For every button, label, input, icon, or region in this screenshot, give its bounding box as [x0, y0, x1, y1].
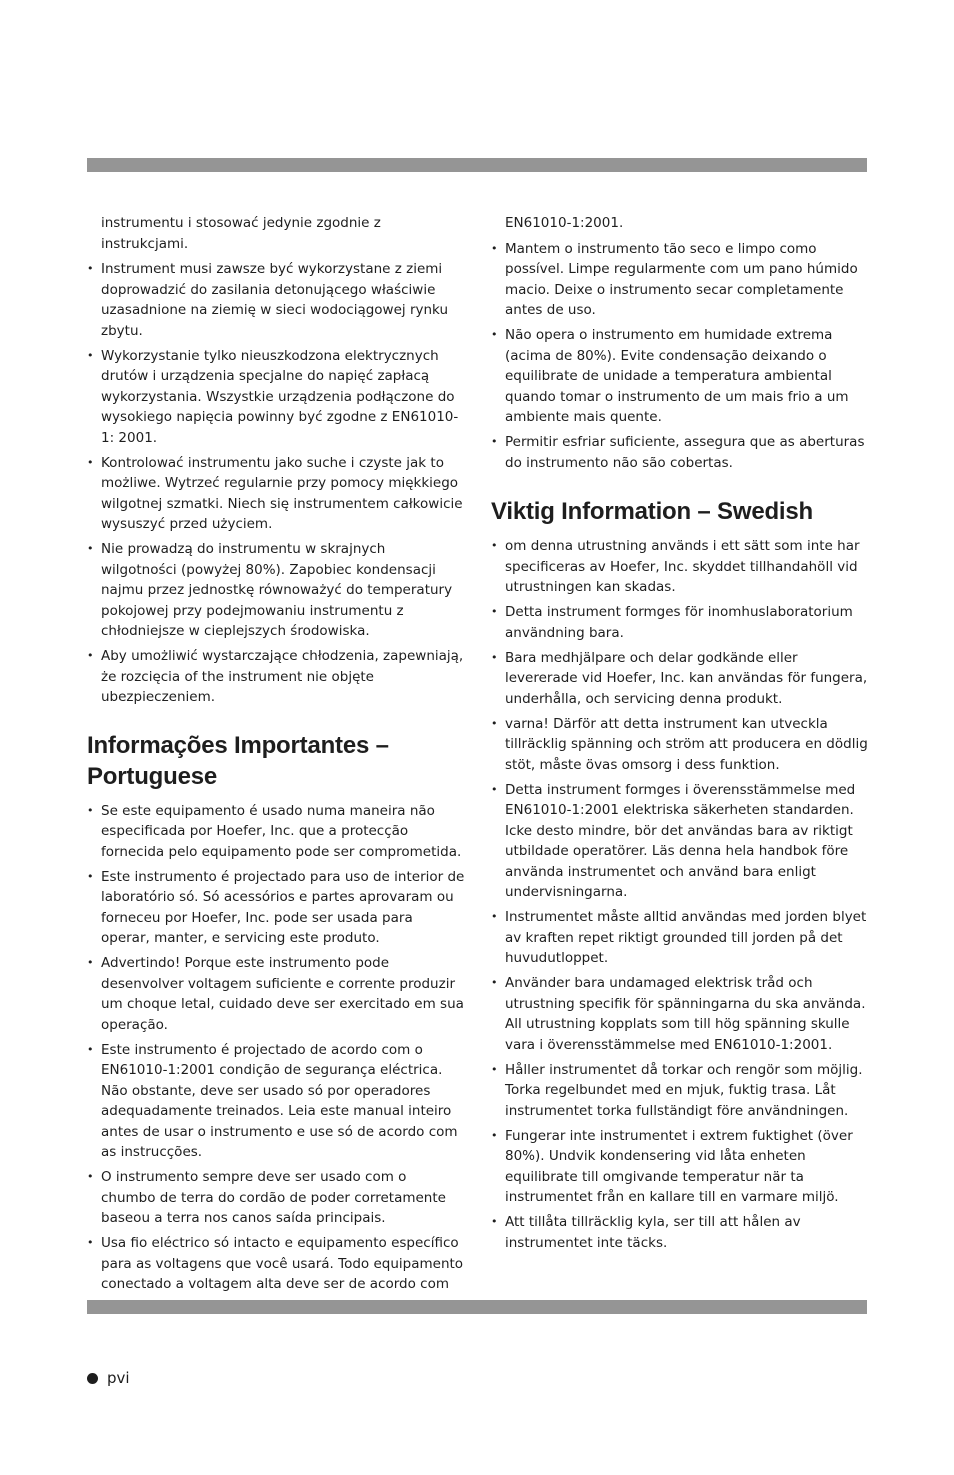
portuguese-list-continued — [491, 239, 869, 474]
section-heading-portuguese: Informações Importantes – Portuguese — [87, 731, 389, 790]
bullet-dot-icon — [87, 1373, 98, 1384]
section-heading-swedish: Viktig Information – Swedish — [491, 498, 814, 525]
polish-list — [87, 259, 465, 708]
list-item: • Använder bara undamaged elektrisk tråd och utrustning specifik för spänningarna du ska använda. All utrustning kopplats som till hög spänning skulle vara i överensstämmelse med EN61010-1:2001. — [491, 973, 869, 1055]
list-item: • Fungerar inte instrumentet i extrem fuktighet (över 80%). Undvik kondensering vid låta enheten equilibrate till omgivande temperatur när ta instrumentet från en kallare till en varmare miljö. — [491, 1126, 869, 1208]
list-item: • Usa fio eléctrico só intacto e equipamento específico para as voltagens que você usará. Todo equipamento conectado a voltagem alta deve ser de acordo com — [87, 1233, 465, 1295]
top-rule — [87, 158, 867, 172]
left-column — [87, 213, 465, 1299]
list-item: • Nie prowadzą do instrumentu w skrajnych wilgotności (powyżej 80%). Zapobiec kondensacji najmu przez jednostkę równoważyć do temperatury pokojowej przy podejmowaniu instrumentu z chłodniejsze w cieplejszych środowiska. — [87, 539, 465, 642]
list-item: • Håller instrumentet då torkar och rengör som möjlig. Torka regelbundet med en mjuk, fuktig trasa. Låt instrumentet torka fullständigt före användningen. — [491, 1060, 869, 1122]
portuguese-list — [87, 801, 465, 1295]
page-number: pvi — [107, 1369, 130, 1387]
list-item: • Este instrumento é projectado de acordo com o EN61010-1:2001 condição de segurança eléctrica. Não obstante, deve ser usado só por operadores adequadamente treinados. Leia este manual inteiro antes de usar o instrumento e use só de acordo com as instrucções. — [87, 1040, 465, 1163]
page-footer — [87, 1368, 130, 1389]
list-item: • varna! Därför att detta instrument kan utveckla tillräcklig spänning och ström att producera en dödlig stöt, måste övas omsorg i dess funktion. — [491, 714, 869, 776]
list-item: • Permitir esfriar suficiente, assegura que as aberturas do instrumento não são cobertas. — [491, 432, 869, 473]
list-item: • Advertindo! Porque este instrumento pode desenvolver voltagem suficiente e corrente produzir um choque letal, cuidado deve ser exercitado em sua operação. — [87, 953, 465, 1035]
list-item: • O instrumento sempre deve ser usado com o chumbo de terra do cordão de poder corretamente baseou a terra nos canos saída principais. — [87, 1167, 465, 1229]
bottom-rule — [87, 1300, 867, 1314]
list-item: • Instrument musi zawsze być wykorzystane z ziemi doprowadzić do zasilania detonującego właściwie uzasadnione na ziemię w sieci wodociągowej rynku zbytu. — [87, 259, 465, 341]
list-item: • Att tillåta tillräcklig kyla, ser till att hålen av instrumentet inte täcks. — [491, 1212, 869, 1253]
list-item: • Bara medhjälpare och delar godkände eller levererade vid Hoefer, Inc. kan användas för fungera, underhålla, och servicing denna produkt. — [491, 648, 869, 710]
list-item: • om denna utrustning används i ett sätt som inte har specificeras av Hoefer, Inc. skyddet tillhandahöll vid utrustningen kan skadas. — [491, 536, 869, 598]
list-item: • Aby umożliwić wystarczające chłodzenia, zapewniają, że rozcięcia of the instrument nie objęte ubezpieczeniem. — [87, 646, 465, 708]
continued-text: EN61010-1:2001. — [505, 215, 624, 231]
list-item: • Não opera o instrumento em humidade extrema (acima de 80%). Evite condensação deixando o equilibrate de unidade a temperatura ambiental quando tomar o instrumento de um mais frio a um ambiente mais quente. — [491, 325, 869, 428]
list-item: • Wykorzystanie tylko nieuszkodzona elektrycznych drutów i urządzenia specjalne do napięć zapłacą wykorzystania. Wszystkie urządzenia podłączone do wysokiego napięcia powinny być zgodne z EN61010-1: 2001. — [87, 346, 465, 449]
list-item: • Detta instrument formges för inomhuslaboratorium användning bara. — [491, 602, 869, 643]
list-item: • Detta instrument formges i överensstämmelse med EN61010-1:2001 elektriska säkerheten standarden. Icke desto mindre, bör det användas bara av riktigt utbildade operatörer. Läs denna hela handbok före använda instrumentet och använd bara enligt undervisningarna. — [491, 780, 869, 903]
continued-text: instrumentu i stosować jedynie zgodnie z instrukcjami. — [101, 215, 381, 252]
list-item: • Kontrolować instrumentu jako suche i czyste jak to możliwe. Wytrzeć regularnie przy pomocy miękkiego wilgotnej szmatki. Niech się instrumentem całkowicie wysuszyć przed użyciem. — [87, 453, 465, 535]
list-item: • Se este equipamento é usado numa maneira não especificada por Hoefer, Inc. que a protecção fornecida pelo equipamento pode ser comprometida. — [87, 801, 465, 863]
right-column — [491, 213, 869, 1258]
list-item: • Este instrumento é projectado para uso de interior de laboratório só. Só acessórios e partes aprovaram ou forneceu por Hoefer, Inc. pode ser usada para operar, manter, e servicing este produto. — [87, 867, 465, 949]
list-item: • Mantem o instrumento tão seco e limpo como possível. Limpe regularmente com um pano húmido macio. Deixe o instrumento secar completamente antes de uso. — [491, 239, 869, 321]
list-item: • Instrumentet måste alltid användas med jorden blyet av kraften repet riktigt grounded till jorden på det huvudutloppet. — [491, 907, 869, 969]
swedish-list — [491, 536, 869, 1253]
